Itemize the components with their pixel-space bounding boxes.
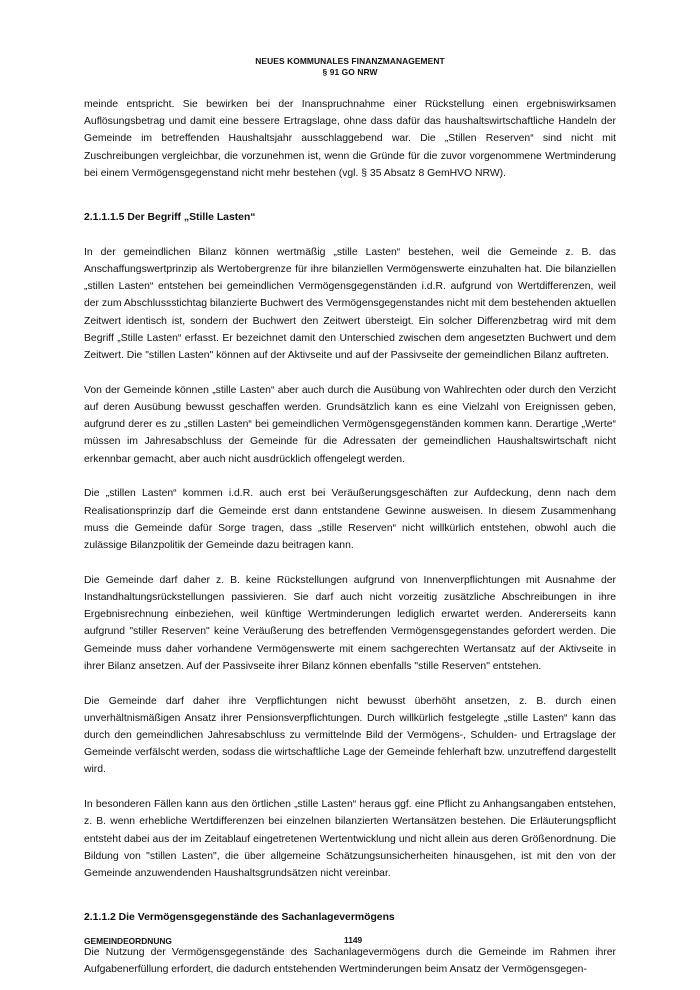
paragraph: Von der Gemeinde können „stille Lasten“ aber auch durch die Ausübung von Wahlrechten oder durch den Verzicht auf deren Ausübung bewusst geschaffen werden. Grundsätzlich kann es eine Vielzahl von Ereignissen geben, aufgrund derer es zu „stillen Lasten“ bei gemeindlichen Vermögensgegenständen kommen kann. Derartige „Werte“ müssen im Jahresabschluss der Gemeinde für die Adressaten der gemeindlichen Haushaltswirtschaft nicht erkennbar gemacht, aber auch nicht ausdrücklich offengelegt werden. [84, 384, 616, 465]
paragraph: Die „stillen Lasten“ kommen i.d.R. auch erst bei Veräußerungsgeschäften zur Aufdeckung, denn nach dem Realisationsprinzip darf die Gemeinde erst dann entstandene Gewinne ausweisen. In diesem Zusammenhang muss die Gemeinde dafür Sorge tragen, dass „stille Reserven“ nicht willkürlich entstehen, obwohl auch die zulässige Bilanzpolitik der Gemeinde dazu beitragen kann. [84, 488, 616, 552]
footer-label: GEMEINDEORDNUNG [84, 936, 172, 946]
section-heading: 2.1.1.2 Die Vermögensgegenstände des Sachanlagevermögens [84, 912, 395, 924]
paragraph: Die Gemeinde darf daher z. B. keine Rückstellungen aufgrund von Innenverpflichtungen mit Ausnahme der Instandhaltungsrückstellungen passivieren. Sie darf auch nicht vorzeitig zusätzliche Abschreibungen in ihre Ergebnisrechnung einbeziehen, weil künftige Wertminderungen lediglich erwartet werden. Andererseits kann aufgrund "stiller Reserven" keine Veräußerung des betreffenden Vermögensgegenstandes gefordert werden. Die Gemeinde muss daher vorhandene Vermögenswerte mit einem sachgerechten Wertansatz auf der Aktivseite in ihrer Bilanz ansetzen. Auf der Passivseite ihrer Bilanz können ebenfalls "stille Reserven" entstehen. [84, 574, 616, 672]
header-title: NEUES KOMMUNALES FINANZMANAGEMENT [255, 56, 445, 66]
paragraph: In besonderen Fällen kann aus den örtlichen „stille Lasten“ heraus ggf. eine Pflicht zu Anhangsangaben entstehen, z. B. wenn erhebliche Wertdifferenzen bei einzelnen bilanzierten Wertansätzen bestehen. Die Erläuterungspflicht entsteht dabei aus der im Zeitablauf eingetretenen Wertentwicklung und nicht allein aus deren Größenordnung. Die Bildung von "stillen Lasten", die über allgemeine Schätzungsunsicherheiten hinausgehen, ist mit den von der Gemeinde anzuwendenden Haushaltsgrundsätzen nicht vereinbar. [84, 799, 616, 880]
section-heading: 2.1.1.1.5 Der Begriff „Stille Lasten“ [84, 212, 256, 224]
page-content [84, 96, 616, 978]
paragraph: Die Nutzung der Vermögensgegenstände des Sachanlagevermögens durch die Gemeinde im Rahmen ihrer Aufgabenerfüllung erfordert, die dadurch entstehenden Wertminderungen beim Ansatz der Vermögensgegen- [84, 947, 616, 976]
header-section: § 91 GO NRW [322, 67, 378, 77]
paragraph: In der gemeindlichen Bilanz können wertmäßig „stille Lasten“ bestehen, weil die Gemeinde z. B. das Anschaffungswertprinzip als Wertobergrenze für ihre bilanziellen Vermögenswerte einzuhalten hat. Die bilanziellen „stillen Lasten“ entstehen bei gemeindlichen Vermögensgegenständen i.d.R. aufgrund von Wertdifferenzen, weil der zum Abschlussstichtag bilanzierte Buchwert des Vermögensgegenstandes nicht mit dem bestehenden aktuellen Zeitwert identisch ist, sondern der Buchwert den Zeitwert übersteigt. Ein solcher Differenzbetrag wird mit dem Begriff „Stille Lasten“ erfasst. Er bezeichnet damit den Unterschied zwischen dem angesetzten Buchwert und dem Zeitwert. Die "stillen Lasten" können auf der Aktivseite und auf der Passivseite der gemeindlichen Bilanz auftreten. [84, 246, 616, 362]
paragraph: meinde entspricht. Sie bewirken bei der Inanspruchnahme einer Rückstellung einen ergebniswirksamen Auflösungsbetrag und damit eine bessere Ertragslage, ohne dass dafür das haushaltswirtschaftliche Handeln der Gemeinde im betreffenden Haushaltsjahr ausschlaggebend war. Die „Stillen Reserven“ sind nicht mit Zuschreibungen vergleichbar, die vorzunehmen ist, wenn die Gründe für die zuvor vorgenommene Wertminderung bei einem Vermögensgegenstand nicht mehr bestehen (vgl. § 35 Absatz 8 GemHVO NRW). [84, 99, 616, 179]
paragraph: Die Gemeinde darf daher ihre Verpflichtungen nicht bewusst überhöht ansetzen, z. B. durch einen unverhältnismäßigen Ansatz ihrer Pensionsverpflichtungen. Durch willkürlich festgelegte „stille Lasten“ kann das durch den gemeindlichen Jahresabschluss zu vermittelnde Bild der Vermögens-, Schulden- und Ertragslage der Gemeinde verfälscht werden, sodass die wirtschaftliche Lage der Gemeinde fehlerhaft bzw. unzutreffend dargestellt wird. [84, 695, 616, 776]
page-header [0, 56, 700, 78]
page-number: 1149 [344, 935, 363, 945]
